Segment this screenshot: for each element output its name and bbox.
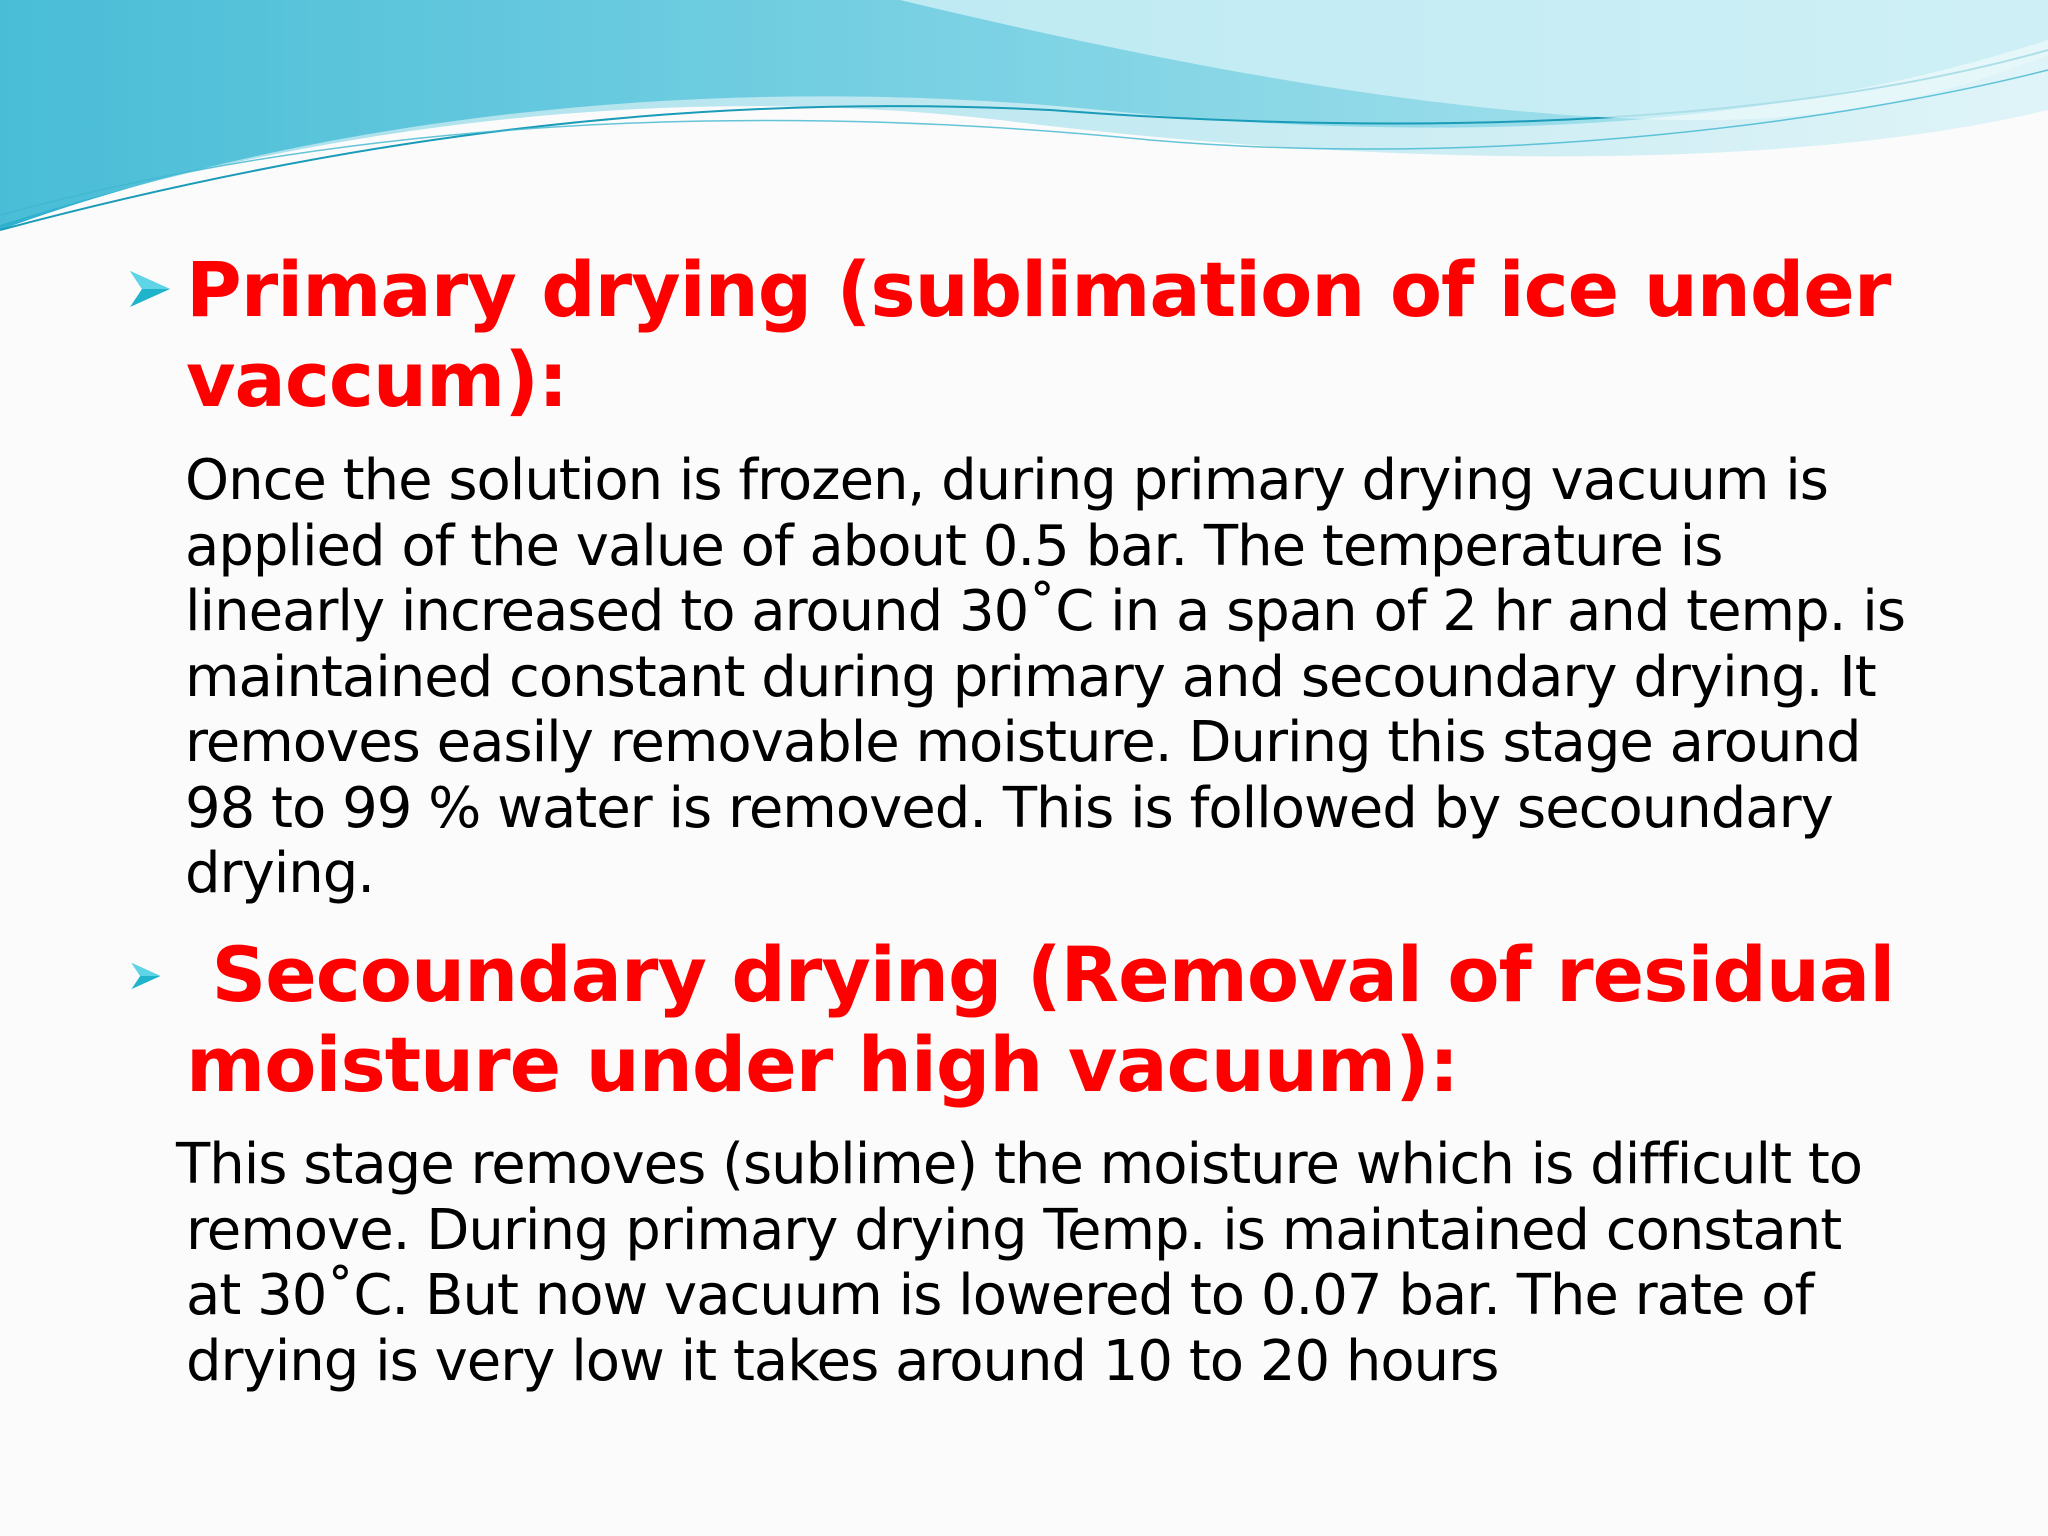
section1-heading-line: Primary drying (sublimation of ice under: [186, 245, 1891, 334]
arrowhead-bullet-icon: [130, 960, 162, 992]
section1-heading-line: vaccum):: [186, 335, 568, 424]
section1-body-line: linearly increased to around 30˚C in a span of 2 hr and temp. is: [185, 579, 1905, 644]
section1-body: [185, 448, 1905, 907]
section1-body-line: applied of the value of about 0.5 bar. The temperature is: [185, 513, 1723, 579]
section2-body: [176, 1132, 1862, 1394]
section1-body-line: 98 to 99 % water is removed. This is followed by secoundary: [185, 775, 1833, 841]
section1-heading: [186, 245, 1890, 425]
section1-body-line: Once the solution is frozen, during primary drying vacuum is: [185, 448, 1828, 513]
section1-body-line: drying.: [185, 841, 375, 906]
section2-heading: [186, 930, 1894, 1110]
section1-body-line: maintained constant during primary and secoundary drying. It: [185, 644, 1876, 710]
arrowhead-bullet-icon: [128, 267, 172, 311]
section1-body-line: removes easily removable moisture. During this stage around: [185, 710, 1861, 775]
section2-body-line: This stage removes (sublime) the moisture which is difficult to: [176, 1132, 1863, 1197]
section2-body-line: drying is very low it takes around 10 to 20 hours: [186, 1328, 1499, 1394]
section2-heading-line: moisture under high vacuum):: [186, 1020, 1459, 1109]
section2-body-line: remove. During primary drying Temp. is maintained constant: [186, 1197, 1842, 1263]
section2-heading-line: Secoundary drying (Removal of residual: [186, 930, 1895, 1019]
section2-body-line: at 30˚C. But now vacuum is lowered to 0.07 bar. The rate of: [186, 1263, 1814, 1328]
